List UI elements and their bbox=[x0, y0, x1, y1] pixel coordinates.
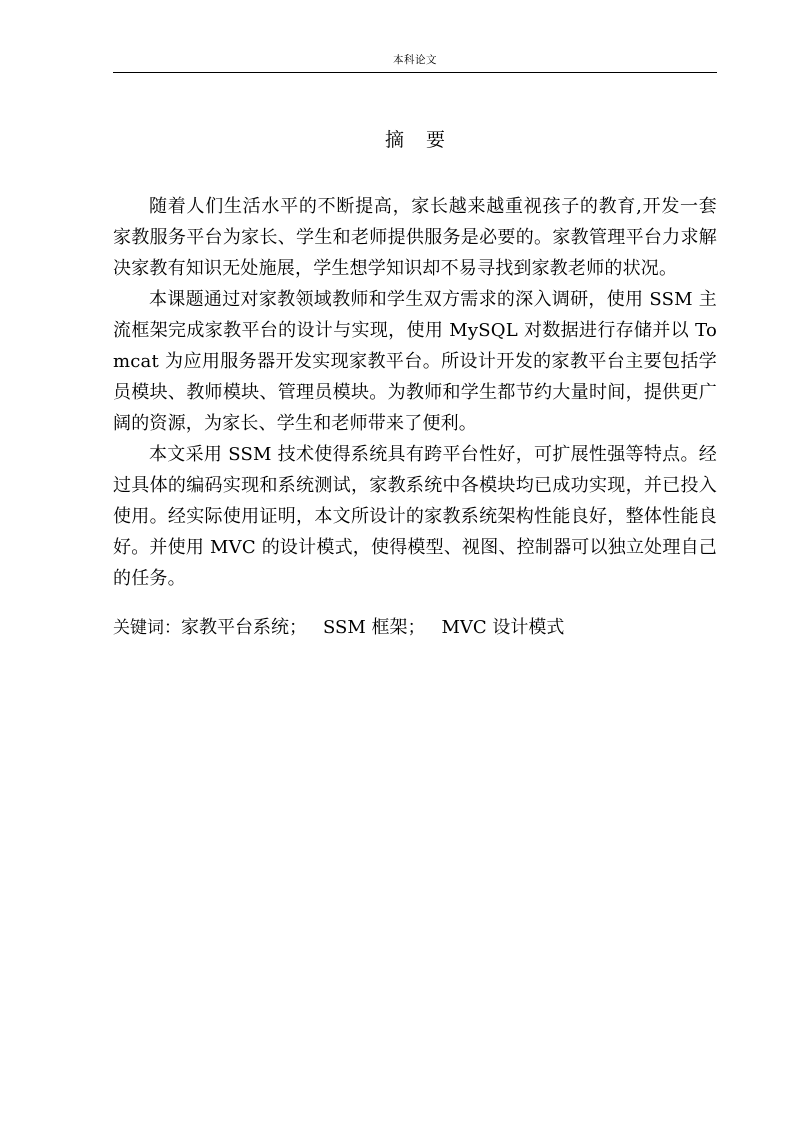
header-divider bbox=[113, 72, 717, 73]
keyword-separator: ； bbox=[289, 617, 307, 638]
keyword-item: SSM 框架 bbox=[323, 617, 408, 638]
keyword-separator: ； bbox=[407, 617, 426, 638]
keyword-item: MVC 设计模式 bbox=[441, 617, 565, 638]
keywords-line bbox=[113, 612, 717, 644]
abstract-title: 摘要 bbox=[384, 129, 467, 151]
abstract-paragraph-1: 随着人们生活水平的不断提高，家长越来越重视孩子的教育,开发一套家教服务平台为家长、学生和老师提供服务是必要的。家教管理平台力求解决家教有知识无处施展，学生想学知识却不易寻找到家教老师的状况。 bbox=[113, 196, 717, 279]
abstract-body bbox=[113, 191, 717, 594]
keywords-label: 关键词： bbox=[113, 618, 181, 638]
abstract-paragraph-3: 本文采用 SSM 技术使得系统具有跨平台性好，可扩展性强等特点。经过具体的编码实现和系统测试，家教系统中各模块均已成功实现，并已投入使用。经实际使用证明，本文所设计的家教系统架构性能良好，整体性能良好。并使用 MVC 的设计模式，使得模型、视图、控制器可以独立处理自己的任务。 bbox=[113, 444, 717, 589]
keyword-item: 家教平台系统 bbox=[181, 617, 289, 638]
running-header: 本科论文 bbox=[393, 54, 437, 66]
abstract-paragraph-2: 本课题通过对家教领域教师和学生双方需求的深入调研，使用 SSM 主流框架完成家教平台的设计与实现，使用 MySQL 对数据进行存储并以 Tomcat 为应用服务器开发实现家教平台。所设计开发的家教平台主要包括学员模块、教师模块、管理员模块。为教师和学生都节约大量时间，提供更广阔的资源，为家长、学生和老师带来了便利。 bbox=[113, 289, 717, 434]
